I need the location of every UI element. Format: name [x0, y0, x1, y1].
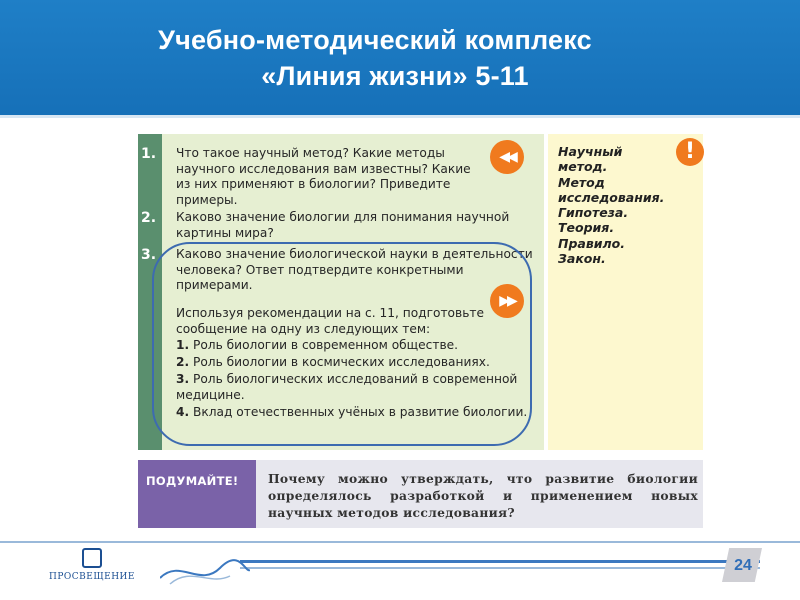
highlight-oval	[152, 242, 532, 446]
think-label	[138, 460, 256, 528]
topic-text: Роль биологии в космических исследованиях.	[193, 355, 490, 369]
key-terms-list	[558, 144, 668, 266]
page-number: 24	[734, 557, 752, 574]
question-text: Каково значение биологии для понимания научной картины мира?	[176, 210, 510, 240]
key-term: Теория.	[558, 220, 615, 236]
question-text: Каково значение биологической науки в деятельности человека? Ответ подтвердите конкретными примерами.	[176, 247, 533, 292]
key-terms-panel	[548, 134, 703, 450]
topic-text: Вклад отечественных учёных в развитие биологии.	[193, 405, 528, 419]
footer-stripe	[240, 560, 760, 563]
wave-decoration-icon	[160, 548, 250, 588]
think-label-text: ПОДУМАЙТЕ!	[146, 474, 239, 488]
think-box	[138, 460, 703, 528]
topic-number: 4.	[176, 405, 190, 419]
topic-text: Роль биологии в современном обществе.	[193, 338, 459, 352]
header-banner	[0, 0, 800, 118]
key-term: Закон.	[558, 251, 606, 267]
footer-divider	[0, 541, 800, 543]
task-intro: Используя рекомендации на с. 11, подготовьте сообщение на одну из следующих тем:	[176, 306, 484, 336]
question-number: 1.	[141, 146, 157, 162]
question-number: 2.	[141, 210, 157, 226]
title-line-1: Учебно-методический комплекс	[158, 25, 592, 55]
key-term: Правило.	[558, 235, 626, 251]
key-term: Научный метод.	[558, 144, 623, 175]
topic-number: 3.	[176, 372, 190, 386]
publisher-name: ПРОСВЕЩЕНИЕ	[49, 572, 135, 582]
question-text: Что такое научный метод? Какие методы научного исследования вам известны? Какие из них применяют в биологии? Приведите примеры.	[176, 146, 471, 207]
publisher-logo	[42, 548, 142, 588]
title-line-2: «Линия жизни» 5-11	[261, 61, 529, 91]
page-title	[0, 22, 790, 94]
topic-text: Роль биологических исследований в современной медицине.	[176, 372, 518, 402]
think-question: Почему можно утверждать, что развитие биологии определялось разработкой и применением новых научных методов исследования?	[268, 471, 698, 520]
key-term: Гипотеза.	[558, 205, 629, 221]
rewind-icon: ◀◀	[490, 140, 524, 174]
topic-number: 2.	[176, 355, 190, 369]
key-term: Метод исследования.	[558, 174, 665, 205]
exclamation-icon: !	[676, 138, 704, 166]
question-number: 3.	[141, 247, 157, 263]
fast-forward-icon: ▶▶	[490, 284, 524, 318]
topic-number: 1.	[176, 338, 190, 352]
footer-stripe	[240, 567, 760, 569]
logo-icon	[82, 548, 102, 568]
